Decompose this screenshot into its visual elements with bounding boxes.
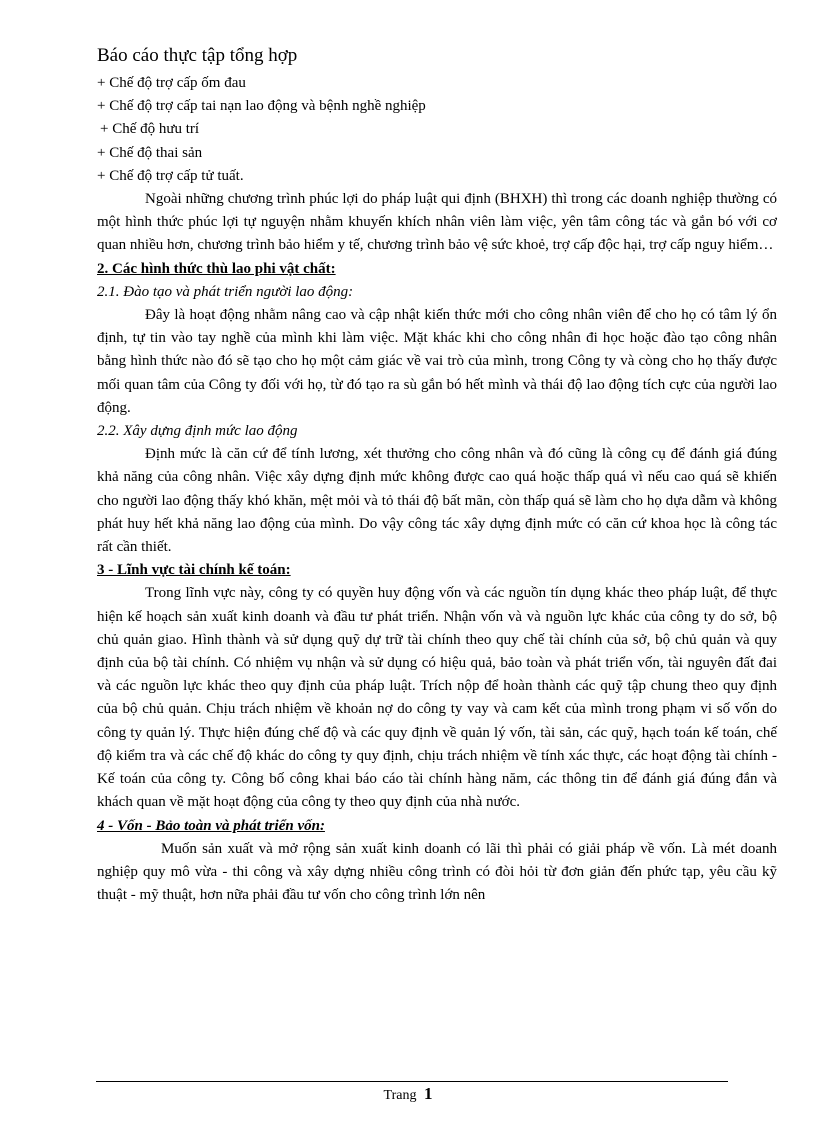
bullet-item: + Chế độ thai sản [97, 144, 203, 161]
bullet-item: + Chế độ hưu trí [100, 121, 200, 138]
section-3-heading: 3 - Lĩnh vực tài chính kế toán: [97, 562, 291, 579]
section-3-paragraph: Trong lĩnh vực này, công ty có quyền huy động vốn và các nguồn tín dụng khác theo pháp luật, để thực hiện kế hoạch sản xuất kinh doanh và đầu tư phát triển. Nhận vốn và và nguồn lực khác của công ty do sở, bộ chủ quản giao. Hình thành và sử dụng quỹ dự trữ tài chính theo quy chế tài chính của sở, bộ chủ quản và quy định của bộ tài chính. Có nhiệm vụ nhận và sử dụng có hiệu quả, bảo toàn và phát triển vốn, tài nguyên đất đai và các nguồn lực khác theo quy định của pháp luật. Trích nộp để hoàn thành các quỹ tập chung theo quy định của bộ chủ quản. Chịu trách nhiệm về khoản nợ do công ty vay và cam kết của mình trong phạm vi số vốn do công ty quản lý. Thực hiện đúng chế độ và các quy định về quản lý vốn, tài sản, các quỹ, hạch toán kế toán, chế độ kiểm tra và các chế độ khác do công ty quy định, chịu trách nhiệm về tính xác thực, các hoạt động tài chính - Kế toán của công ty. Công bố công khai báo cáo tài chính hàng năm, các thông tin để đánh giá đúng đắn và khách quan về mặt hoạt động của công ty theo quy định của nhà nước. [97, 585, 777, 811]
page-content [97, 42, 777, 907]
section-2-1-paragraph: Đây là hoạt động nhằm nâng cao và cập nhật kiến thức mới cho công nhân viên để cho họ có tâm lý ổn định, tự tin vào tay nghề của mình khi làm việc. Mặt khác khi cho công nhân đi học hoặc đào tạo công nhân bằng hình thức nào đó sẽ tạo cho họ một cảm giác về vai trò của mình, trong Công ty và còng cho họ thấy được mối quan tâm của Công ty đối với họ, từ đó tạo ra sù gắn bó hết mình và thái độ lao động tích cực của người lao động. [97, 307, 777, 416]
section-2-1-heading: 2.1. Đào tạo và phát triển người lao động: [97, 283, 354, 300]
page-title: Báo cáo thực tập tổng hợp [97, 45, 298, 66]
section-2-2-heading: 2.2. Xây dựng định mức lao động [97, 423, 298, 440]
footer-page-label: Trang [383, 1088, 417, 1103]
bullet-item: + Chế độ trợ cấp tai nạn lao động và bệnh nghề nghiệp [97, 98, 426, 115]
section-4-heading [97, 815, 777, 838]
intro-paragraph: Ngoài những chương trình phúc lợi do pháp luật qui định (BHXH) thì trong các doanh nghiệp thường có một hình thức phúc lợi tự nguyện nhằm khuyến khích nhân viên làm việc, yên tâm công tác và gắn bó với cơ quan nhiều hơn, chương trình bảo hiểm y tế, chương trình bảo vệ sức khoẻ, trợ cấp độc hại, trợ cấp nguy hiểm… [97, 191, 777, 254]
section-2-heading: 2. Các hình thức thù lao phi vật chất: [97, 260, 336, 277]
section-4-paragraph: Muốn sản xuất và mở rộng sản xuất kinh doanh có lãi thì phải có giải pháp về vốn. Là mét doanh nghiệp quy mô vừa - thi công và xây dựng nhiều công trình có đòi hỏi từ đơn giản đến phức tạp, yêu cầu kỹ thuật - mỹ thuật, hơn nữa phải đầu tư vốn cho công trình lớn nên [97, 840, 777, 904]
footer-page-number: 1 [423, 1084, 433, 1103]
section-2-2-paragraph: Định mức là căn cứ để tính lương, xét thưởng cho công nhân và đó cũng là công cụ để đánh giá đúng khả năng của công nhân. Việc xây dựng định mức không được cao quá hoặc thấp quá vì nếu cao quá sẽ khiến cho người lao động thấy khó khăn, mệt mỏi và tỏ thái độ bất mãn, còn thấp quá sẽ làm cho họ dựa dẫm và không phát huy hết khả năng lao động của mình. Do vậy công tác xây dựng định mức có căn cứ khoa học là công tác rất cần thiết. [97, 446, 777, 556]
bullet-item: + Chế độ trợ cấp tử tuất. [97, 167, 244, 184]
footer-divider [96, 1081, 728, 1082]
page-footer [0, 1084, 816, 1104]
section-4-heading-text: 4 - Vốn - Bảo toàn và phát triển vốn: [97, 817, 325, 834]
bullet-item: + Chế độ trợ cấp ốm đau [97, 75, 246, 91]
